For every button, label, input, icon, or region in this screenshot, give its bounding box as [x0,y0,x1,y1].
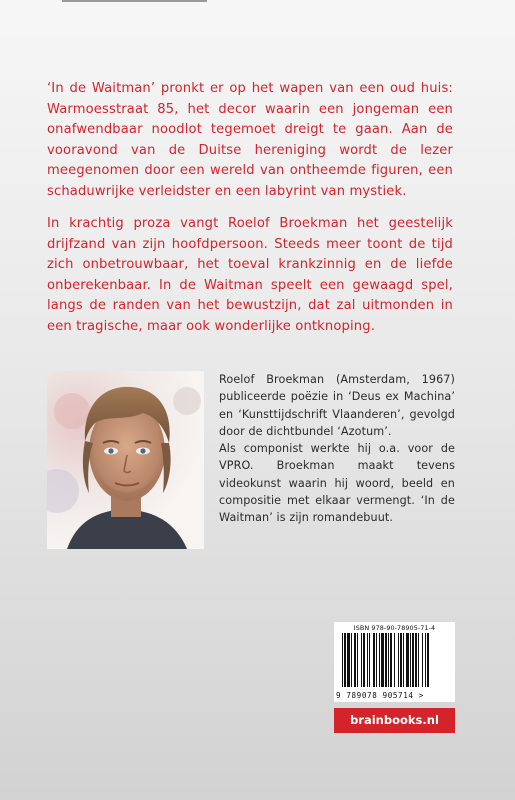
barcode-bar [361,633,362,687]
isbn-label: ISBN 978-90-78905-71-4 [353,624,436,632]
barcode-bar [388,633,389,687]
barcode-bar [351,633,352,687]
barcode-bar [406,633,409,687]
barcode-bar [367,633,368,687]
barcode-bar [412,633,414,687]
barcode-bar [398,633,399,687]
barcode-bar [369,633,370,687]
barcode-bar [418,633,419,687]
barcode-bar [344,633,346,687]
barcode-bar [357,633,358,687]
barcode-bar [403,633,404,687]
barcode-bar [400,633,402,687]
barcode-bar [425,633,426,687]
barcode-bar [363,633,365,687]
barcode-number: 9 789078 905714 > [336,691,424,700]
barcode [334,622,455,702]
barcode-bar [381,633,384,687]
barcode-bar [342,633,343,687]
barcode-bar [422,633,423,687]
author-bio-paragraph-1: Roelof Broekman (Amsterdam, 1967) publiceerde poëzie in ‘Deus ex Machina’ en ‘Kunsttijdschrift Vlaanderen’, gevolgd door de dichtbundel ‘Azotum’. [219,373,455,438]
author-photo [47,371,204,549]
barcode-bar [347,633,350,687]
author-bio-paragraph-2: Als componist werkte hij o.a. voor de VPRO. Broekman maakt tevens videokunst waarin hij woord, beeld en compositie met elkaar vermengt. ‘In de Waitman’ is zijn romandebuut. [219,442,455,525]
barcode-bar [376,633,377,687]
barcode-bar [379,633,380,687]
publisher-url-badge[interactable]: brainbooks.nl [334,708,455,733]
barcode-bar [394,633,395,687]
top-rule [62,0,207,2]
barcode-bar [354,633,356,687]
barcode-bar [385,633,387,687]
barcode-bar [410,633,411,687]
author-portrait-image [47,371,204,549]
barcode-bar [373,633,375,687]
barcode-bars [342,633,448,687]
barcode-bar [390,633,392,687]
blurb-paragraph-1: ‘In de Waitman’ pronkt er op het wapen van een oud huis: Warmoesstraat 85, het decor waarin een jongeman een onafwendbaar noodlot tegemoet dreigt te gaan. Aan de vooravond van de Duitse hereniging wordt de lezer meegenomen door een wereld van ontheemde figuren, een schaduwrijke verleidster en een labyrint van mystiek. [47,81,453,199]
blurb-paragraph-2: In krachtig proza vangt Roelof Broekman het geestelijk drijfzand van zijn hoofdpersoon. Steeds meer toont de tijd zich onbetrouwbaar, het toeval krankzinnig en de liefde onberekenbaar. In de Waitman speelt een gewaagd spel, langs de randen van het bewustzijn, dat zal uitmonden in een tragische, maar ook wonderlijke ontknoping. [47,216,453,334]
barcode-bar [415,633,417,687]
barcode-bar [427,633,429,687]
